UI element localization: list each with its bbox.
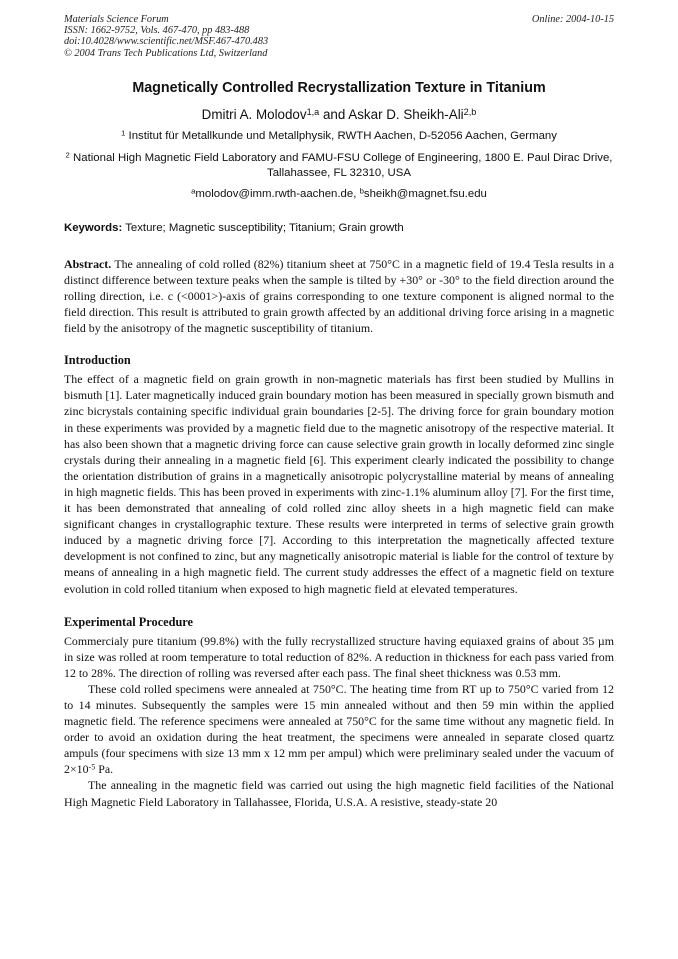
experimental-heading: Experimental Procedure [64,614,193,629]
paper-title: Magnetically Controlled Recrystallization Texture in Titanium [132,79,546,96]
publication-meta [64,14,614,59]
abstract-paragraph [64,256,614,336]
experimental-paragraph-2 [64,681,614,778]
affiliation-2-sup: 2 [65,150,70,160]
email-b-link[interactable]: sheikh@magnet.fsu.edu [363,187,487,200]
experimental-paragraph-1: Commercialy pure titanium (99.8%) with the fully recrystallized structure having equiaxed grains of about 35 µm in size was rolled at room temperature to total reduction of 82%. A reduction in thickness for each pass varied from 12 to 28%. The direction of rolling was reversed after each pass. The final sheet thickness was 0.53 mm. [64,633,614,680]
copyright-line: © 2004 Trans Tech Publications Ltd, Switzerland [64,47,268,59]
journal-name: Materials Science Forum [64,14,169,25]
online-date: Online: 2004-10-15 [531,14,614,25]
affiliation-1 [64,129,614,144]
keywords-label: Keywords: [64,221,123,234]
author-2-name: Askar D. Sheikh-Ali [348,106,464,122]
email-b-sup: b [359,186,364,196]
introduction-paragraph: The effect of a magnetic field on grain growth in non-magnetic materials has first been studied by Mullins in bismuth [1]. Later magnetically induced grain boundary motion has been measured in specially grown bismuth and zinc bicrystals containing specific individual grain boundaries [2-5]. The driving force for grain boundary motion in these experiments was provided by a magnetic field due to the magnetic anisotropy of the respective material. It has also been shown that a magnetic driving force can cause selective grain growth in locally deformed zinc single crystals during their annealing in a magnetic field [6]. This experiment clearly indicated the possibility to change the orientation distribution of grains in a magnetically anisotropic polycrystalline material by means of annealing in high magnetic fields. This has been proved in experiments with zinc-1.1% aluminum alloy [7]. For the first time, it has been demonstrated that annealing of cold rolled zinc alloy sheets in a high magnetic field can make significant changes in crystallographic texture. These results were interpreted in terms of selective grain growth induced by a magnetic driving force [7]. According to this interpretation the magnetically affected texture development is not confined to zinc, but any magnetically anisotropic material is liable for the control of texture by means of annealing in a high magnetic field. The current study addresses the effect of a magnetic field on texture evolution in cold rolled titanium when exposed to high magnetic field at elevated temperatures. [64,372,614,596]
abstract-label: Abstract. [64,256,112,271]
affiliation-1-sup: 1 [121,128,126,138]
email-a-sup: a [191,186,196,196]
experimental-p2-main: These cold rolled specimens were annealed at 750°C. The heating time from RT up to 750°C varied from 12 to 14 minutes. Subsequently the samples were 15 min annealed without and then 59 min within the applied magnetic field. The reference specimens were annealed at 750°C for the same time without any magnetic field. In order to avoid an oxidation during the heat treatment, the specimens were annealed in separate closed quartz ampuls (four specimens with size 13 mm x 12 mm per ampul) which were preliminary sealed under the vacuum of 2×10 [64,681,614,777]
doi-line: doi:10.4028/www.scientific.net/MSF.467-470.483 [64,36,269,48]
citation-info [64,14,268,59]
experimental-paragraph-3: The annealing in the magnetic field was carried out using the high magnetic field facilities of the National High Magnetic Field Laboratory in Tallahassee, Florida, U.S.A. A resistive, steady-state 20 [64,778,614,809]
affiliation-1-text: Institut für Metallkunde und Metallphysik, RWTH Aachen, D-52056 Aachen, Germany [128,129,557,142]
author-line [64,106,614,123]
keywords-text: Texture; Magnetic susceptibility; Titanium; Grain growth [122,221,404,234]
email-a-link[interactable]: molodov@imm.rwth-aachen.de [195,187,354,200]
author-1-affil-sup: 1,a [306,106,320,117]
author-emails [64,187,614,202]
abstract-text: The annealing of cold rolled (82%) titanium sheet at 750°C in a magnetic field of 19.4 Tesla results in a distinct difference between texture peaks when the sample is tilted by +30° or -30° to the field direction around the rolling direction, i.e. c (<0001>)-axis of grains corresponding to one texture component is aligned normal to the field direction. This result is attributed to grain growth affected by an additional driving force arising in a magnetic field by the anisotropy of the magnetic susceptibility of titanium. [64,256,614,336]
experimental-p2-end: Pa. [95,762,114,777]
author-conjunction: and [319,106,349,122]
email-separator: , [353,187,360,200]
vacuum-exponent: -5 [88,762,96,772]
author-2-affil-sup: 2,b [463,106,477,117]
keywords-line [64,221,614,236]
affiliation-2 [64,151,614,181]
author-1-name: Dmitri A. Molodov [201,106,307,122]
affiliation-2-text: National High Magnetic Field Laboratory and FAMU-FSU College of Engineering, 1800 E. Paul Dirac Drive, Tallahassee, FL 32310, USA [73,151,613,179]
introduction-heading: Introduction [64,353,131,368]
paper-page [64,14,614,810]
issn-line: ISSN: 1662-9752, Vols. 467-470, pp 483-488 [64,25,250,37]
